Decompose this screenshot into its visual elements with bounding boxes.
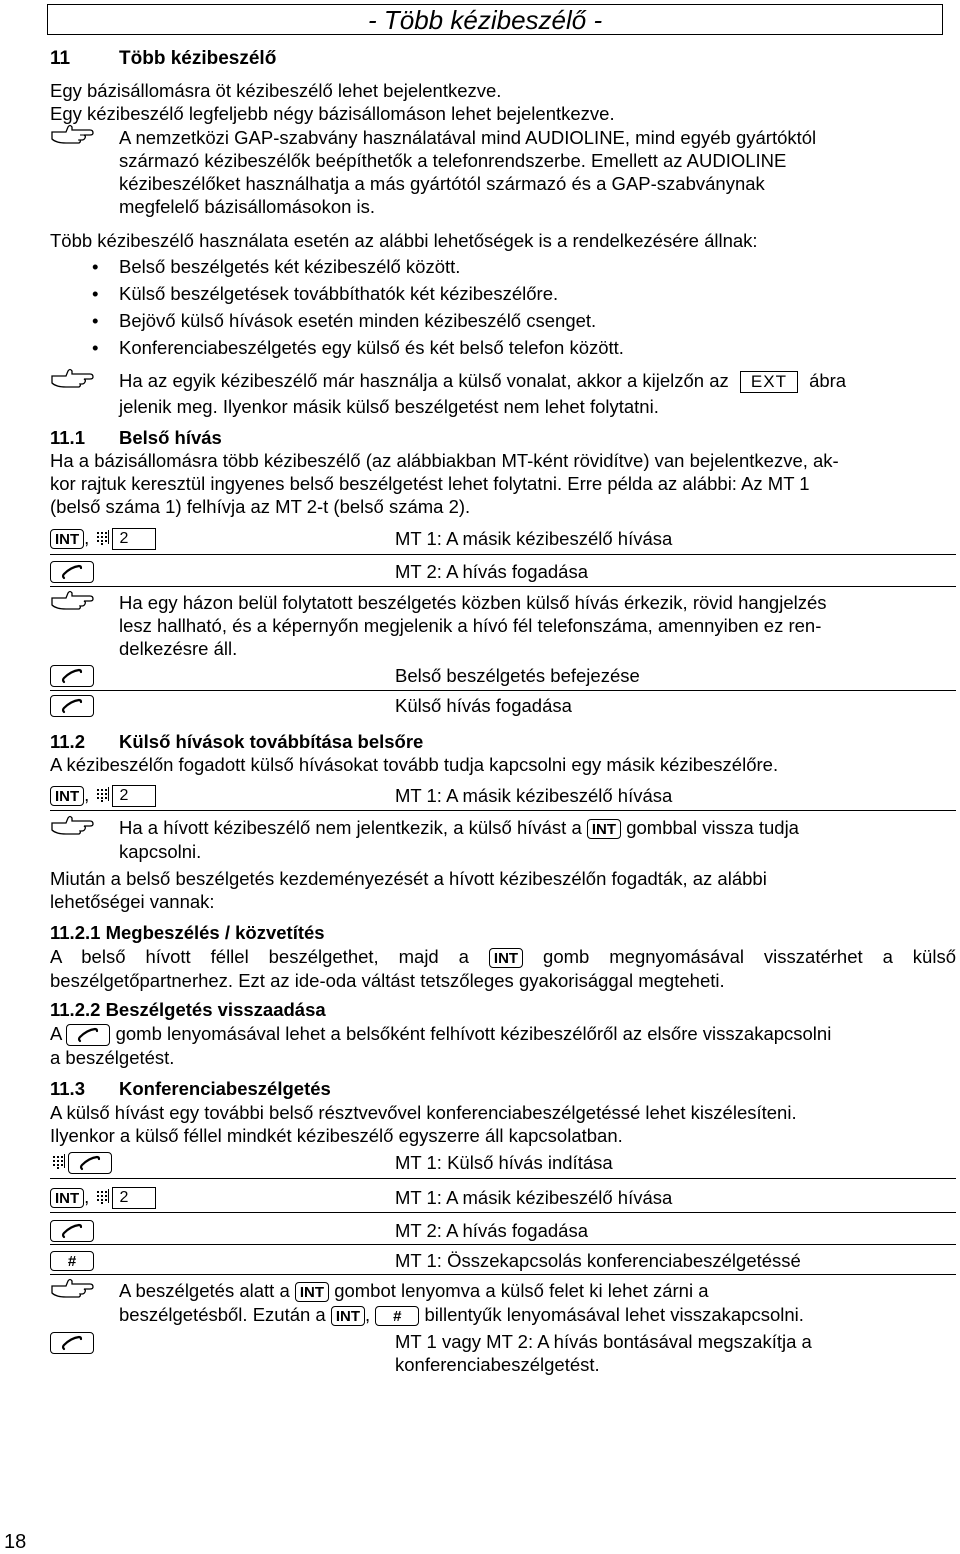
s11-note2: Ha az egyik kézibeszélő már használja a külső vonalat, akkor a kijelzőn az EXT ábra — [119, 370, 847, 392]
note-icon — [50, 815, 94, 840]
note-icon — [50, 590, 94, 615]
s112-p2: Miután a belső beszélgetés kezdeményezését a hívott kézibeszélőn fogadták, az alábbi lehetőségei vannak: — [50, 868, 767, 912]
bullet-item: Belső beszélgetés két kézibeszélő között. — [119, 256, 461, 277]
step-desc: Külső hívás fogadása — [395, 695, 572, 716]
handset-icon — [50, 1220, 94, 1242]
s1121-line2: beszélgetőpartnerhez. Ezt az ide-oda váltást tetszőleges gyakorisággal megteheti. — [50, 970, 725, 991]
divider — [50, 1212, 956, 1213]
hash-key-icon: # — [50, 1251, 94, 1271]
divider — [50, 586, 956, 587]
int-key-icon: INT — [50, 529, 84, 549]
int-key-icon: INT — [295, 1282, 329, 1302]
int-key-icon: INT — [50, 786, 84, 806]
step-desc: MT 2: A hívás fogadása — [395, 561, 589, 582]
divider — [50, 1274, 956, 1275]
s1122-line2: a beszélgetést. — [50, 1047, 175, 1068]
s11-p1: Egy bázisállomásra öt kézibeszélő lehet bejelentkezve. — [50, 80, 502, 101]
int-key-icon: INT — [50, 1188, 84, 1208]
int-key-icon: INT — [489, 948, 523, 968]
s11-p2: Egy kézibeszélő legfeljebb négy bázisállomáson lehet bejelentkezve. — [50, 103, 615, 124]
s112-note-cont: kapcsolni. — [119, 841, 202, 862]
bullet-dot: • — [92, 283, 99, 304]
page-header-title: - Több kézibeszélő - — [368, 5, 603, 35]
keypad-icon — [96, 528, 110, 551]
handset-key — [50, 663, 94, 687]
s111-note: Ha egy házon belül folytatott beszélgetés közben külső hívás érkezik, rövid hangjelzés lesz hallható, és a képernyőn megjelenik a hívó fél telefonszáma, amennyiben ez ren- delkezésre áll. — [119, 592, 827, 659]
bullet-item: Konferenciabeszélgetés egy külső és két belső telefon között. — [119, 337, 624, 358]
bullet-item: Bejövő külső hívások esetén minden kézibeszélő csenget. — [119, 310, 597, 331]
section-11-2-heading: 11.2 Külső hívások továbbítása belsőre — [50, 731, 424, 752]
note-icon — [50, 124, 94, 149]
step-keys — [50, 1150, 112, 1175]
step-desc: MT 1 vagy MT 2: A hívás bontásával megszakítja a konferenciabeszélgetést. — [395, 1331, 812, 1375]
keypad-icon — [96, 785, 110, 808]
section-11-heading: 11 Több kézibeszélő — [50, 48, 277, 69]
s1121-line1: A belső hívott féllel beszélgethet, majd a INT gomb megnyomásával visszatérhet a külső — [50, 946, 956, 968]
bullet-dot: • — [92, 256, 99, 277]
step-desc: Belső beszélgetés befejezése — [395, 665, 640, 686]
handset-key — [50, 1218, 94, 1242]
handset-icon — [50, 561, 94, 583]
note-icon — [50, 368, 94, 393]
divider — [50, 1178, 956, 1179]
keypad-icon — [52, 1152, 66, 1175]
step-desc: MT 1: A másik kézibeszélő hívása — [395, 528, 673, 549]
hash-key-icon: # — [375, 1306, 419, 1326]
note-icon — [50, 1278, 94, 1303]
step-keys: INT , 2 — [50, 783, 156, 808]
handset-icon — [50, 695, 94, 717]
section-11-2-2-heading: 11.2.2 Beszélgetés visszaadása — [50, 999, 326, 1020]
s111-intro: Ha a bázisállomásra több kézibeszélő (az alábbiakban MT-ként rövidítve) van bejelentkezve, ak- kor rajtuk keresztül ingyenes belső beszélgetést lehet folytatni. Erre példa az alábbi: Az MT 1 (belső száma 1) felhívja az MT 2-t (belső száma 2). — [50, 450, 839, 517]
step-desc: MT 1: Összekapcsolás konferenciabeszélgetéssé — [395, 1250, 801, 1271]
s113-intro: A külső hívást egy további belső résztvevővel konferenciabeszélgetéssé lehet kiszélesíteni. Ilyenkor a külső féllel mindkét kézibeszélő egyszerre áll kapcsolatban. — [50, 1102, 797, 1146]
section-11-1-heading: 11.1 Belső hívás — [50, 427, 222, 448]
bullet-dot: • — [92, 337, 99, 358]
divider — [50, 810, 956, 811]
number-key-icon: 2 — [112, 785, 156, 807]
s113-note-line2: beszélgetésből. Ezután a INT , # billentyűk lenyomásával lehet visszakapcsolni. — [119, 1304, 804, 1326]
s11-note2-cont: jelenik meg. Ilyenkor másik külső beszélgetést nem lehet folytatni. — [119, 396, 659, 417]
s112-note: Ha a hívott kézibeszélő nem jelentkezik, a külső hívást a INT gombbal vissza tudja — [119, 817, 799, 839]
handset-icon — [50, 1332, 94, 1354]
divider — [50, 690, 956, 691]
int-key-icon: INT — [587, 819, 621, 839]
int-key-icon: INT — [331, 1306, 365, 1326]
display-ext-icon: EXT — [740, 371, 798, 393]
step-desc: MT 1: A másik kézibeszélő hívása — [395, 785, 673, 806]
s112-p1: A kézibeszélőn fogadott külső hívásokat tovább tudja kapcsolni egy másik kézibeszélőre. — [50, 754, 779, 775]
s11-note1: A nemzetközi GAP-szabvány használatával mind AUDIOLINE, mind egyéb gyártóktól származó kézibeszélők beépíthetők a telefonrendszerbe. Emellett az AUDIOLINE kézibeszélőket használhatja a más gyártótól származó és a GAP-szabványnak megfelelő bázisállomásokon is. — [119, 127, 817, 217]
handset-icon — [50, 665, 94, 687]
handset-key — [50, 559, 94, 583]
handset-key — [50, 693, 94, 717]
number-key-icon: 2 — [112, 528, 156, 550]
section-11-2-1-heading: 11.2.1 Megbeszélés / közvetítés — [50, 922, 325, 943]
s1122-line1: A gomb lenyomásával lehet a belsőként felhívott kézibeszélőről az elsőre visszakapcsolni — [50, 1022, 956, 1046]
handset-icon — [66, 1024, 110, 1046]
divider — [50, 1244, 956, 1245]
number-key-icon: 2 — [112, 1187, 156, 1209]
handset-icon — [68, 1152, 112, 1174]
s113-note-line1: A beszélgetés alatt a INT gombot lenyomva a külső felet ki lehet zárni a — [119, 1280, 709, 1302]
handset-key — [50, 1330, 94, 1354]
s11-p3: Több kézibeszélő használata esetén az alábbi lehetőségek is a rendelkezésére állnak: — [50, 230, 758, 251]
keypad-icon — [96, 1187, 110, 1210]
page-number: 18 — [4, 1531, 27, 1553]
bullet-dot: • — [92, 310, 99, 331]
bullet-item: Külső beszélgetések továbbíthatók két kézibeszélőre. — [119, 283, 559, 304]
section-11-3-heading: 11.3 Konferenciabeszélgetés — [50, 1078, 331, 1099]
hash-key — [50, 1248, 94, 1271]
step-desc: MT 1: A másik kézibeszélő hívása — [395, 1187, 673, 1208]
step-keys: INT , 2 — [50, 1185, 156, 1210]
divider — [50, 554, 956, 555]
step-desc: MT 2: A hívás fogadása — [395, 1220, 589, 1241]
step-desc: MT 1: Külső hívás indítása — [395, 1152, 613, 1173]
step-keys: INT , 2 — [50, 526, 156, 551]
